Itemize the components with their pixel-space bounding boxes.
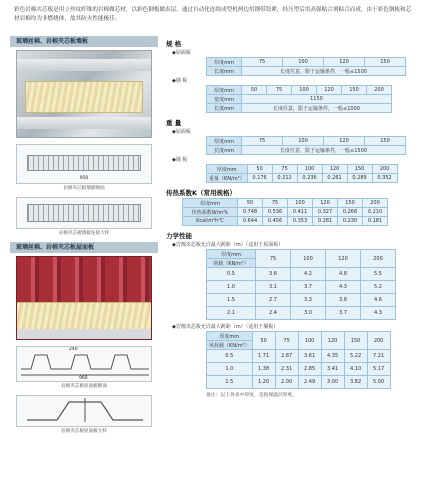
- wall-joint-caption: 岩棉夹芯板墙板连接大样: [58, 231, 110, 236]
- table-cell: 5.5: [361, 268, 396, 281]
- table-cell: 4.3: [361, 307, 396, 320]
- table-cell: 3.00: [321, 376, 344, 389]
- table-cell: 3.0: [291, 307, 326, 320]
- steel-sheet: [17, 117, 151, 129]
- table-cell: 3.7: [291, 281, 326, 294]
- table-cell: 0.5: [207, 350, 253, 363]
- table-cell: 50: [252, 332, 275, 350]
- table-cell: 0.230: [338, 217, 363, 226]
- table-cell: 150: [342, 86, 367, 95]
- table-cell: 1.71: [252, 350, 275, 363]
- table-cell: 0.536: [263, 208, 288, 217]
- table-cell: 2.85: [298, 363, 321, 376]
- table-cell: 2.87: [275, 350, 298, 363]
- table-cell: 风荷载（KN/m²）: [207, 341, 253, 350]
- spec-roof-table: [206, 57, 406, 76]
- table-cell: 0.352: [372, 174, 397, 183]
- spec-wall-table: [206, 85, 392, 113]
- footnote: 备注：以上各表中厚度，是指保温层厚度。: [206, 393, 298, 398]
- dimension-label: 960: [79, 376, 88, 381]
- rockwool-core: [25, 81, 143, 113]
- table-cell: 长度任意，限于运输条件，一般≤1000: [242, 104, 392, 113]
- mech-roof-table: [206, 249, 396, 320]
- wall-section-diagram: [16, 144, 152, 184]
- table-cell: 2.31: [275, 363, 298, 376]
- table-cell: 2.49: [298, 376, 321, 389]
- heat-table: [182, 198, 388, 226]
- table-cell: 0.268: [338, 208, 363, 217]
- table-cell: 200: [367, 332, 390, 350]
- table-cell: 75: [267, 86, 292, 95]
- table-cell: 传热系数W/m²k: [183, 208, 238, 217]
- table-cell: 3.82: [344, 376, 367, 389]
- weight-wall-table: [206, 164, 398, 183]
- table-cell: 0.411: [288, 208, 313, 217]
- table-cell: 1150: [242, 95, 392, 104]
- roof-section-caption: 岩棉夹芯板屋面板断面: [61, 384, 107, 389]
- wall-joint-diagram: [16, 197, 152, 229]
- table-cell: 1.5: [207, 376, 253, 389]
- table-cell: 长度任意，限于运输条件，一般≤1500: [242, 67, 406, 76]
- table-cell: 长度任意，限于运输条件，一般≤1500: [242, 146, 406, 155]
- table-cell: 厚度mm: [207, 165, 248, 174]
- spec-roof-label: ◆屋面板: [172, 50, 191, 56]
- table-cell: 100: [283, 137, 324, 146]
- table-cell: 3.3: [291, 294, 326, 307]
- roof-detail-caption: 岩棉夹芯板屋面板大样: [61, 429, 107, 434]
- table-cell: 0.456: [263, 217, 288, 226]
- table-cell: 0.5: [207, 268, 256, 281]
- table-cell: 长度mm: [207, 67, 242, 76]
- table-cell: 3.41: [321, 363, 344, 376]
- rockwool-core: [17, 302, 151, 329]
- table-cell: Kcal/m²h℃: [183, 217, 238, 226]
- table-cell: 厚度mm: [207, 86, 242, 95]
- table-cell: 2.4: [256, 307, 291, 320]
- weight-title: 重 量: [166, 119, 182, 127]
- table-cell: 75: [275, 332, 298, 350]
- steel-sheet: [17, 59, 151, 71]
- mech-roof-caption: ◆岩棉夹芯板允许最大跨距（m）（适用于屋面板）: [172, 242, 284, 248]
- dimension-label: 950: [79, 176, 89, 181]
- table-cell: 100: [298, 332, 321, 350]
- table-cell: 150: [365, 58, 406, 67]
- table-cell: 5.2: [361, 281, 396, 294]
- table-cell: 宽度mm: [207, 95, 242, 104]
- table-cell: 3.6: [256, 268, 291, 281]
- mech-wall-caption: ◆岩棉夹芯板允许最大跨距（m）（适用于墙板）: [172, 324, 279, 330]
- table-cell: 75: [242, 58, 283, 67]
- table-cell: 4.6: [361, 294, 396, 307]
- table-cell: 150: [338, 199, 363, 208]
- table-cell: 120: [321, 332, 344, 350]
- table-cell: 5.17: [367, 363, 390, 376]
- table-cell: 0.210: [363, 208, 388, 217]
- spec-wall-label: ◆墙 板: [172, 78, 188, 84]
- table-cell: 厚度mm: [207, 58, 242, 67]
- table-cell: 0.212: [272, 174, 297, 183]
- roof-panel-banner: 玻璃丝棉、岩棉夹芯板屋面板: [10, 242, 158, 253]
- table-cell: 2.1: [207, 307, 256, 320]
- table-cell: 4.2: [291, 268, 326, 281]
- left-panel: [10, 36, 158, 476]
- table-cell: 4.3: [326, 281, 361, 294]
- table-cell: 厚度mm: [207, 137, 242, 146]
- table-cell: 100: [292, 86, 317, 95]
- table-cell: 1.0: [207, 363, 253, 376]
- table-cell: 200: [363, 199, 388, 208]
- wall-panel-banner: 玻璃丝棉、岩棉夹芯板墙板: [10, 36, 158, 47]
- table-cell: 100: [283, 58, 324, 67]
- mech-wall-table: [206, 331, 391, 389]
- table-cell: 200: [372, 165, 397, 174]
- weight-roof-label: ◆屋面板: [172, 129, 191, 135]
- table-cell: 0.289: [347, 174, 372, 183]
- table-cell: 7.21: [367, 350, 390, 363]
- table-cell: 2.00: [275, 376, 298, 389]
- table-cell: 1.20: [252, 376, 275, 389]
- table-cell: 4.35: [321, 350, 344, 363]
- table-cell: 4.8: [326, 268, 361, 281]
- table-cell: 0.261: [322, 174, 347, 183]
- table-cell: 120: [326, 250, 361, 268]
- table-cell: 120: [322, 165, 347, 174]
- mech-title: 力学性能: [166, 232, 192, 240]
- table-cell: 150: [347, 165, 372, 174]
- table-cell: 4.10: [344, 363, 367, 376]
- steel-sheet: [17, 329, 151, 339]
- table-cell: 0.176: [247, 174, 272, 183]
- dimension-label: 240: [69, 347, 78, 352]
- table-cell: 1.0: [207, 281, 256, 294]
- table-cell: 1.38: [252, 363, 275, 376]
- table-cell: 120: [324, 137, 365, 146]
- weight-roof-table: [206, 136, 406, 155]
- table-cell: 120: [317, 86, 342, 95]
- table-cell: 150: [344, 332, 367, 350]
- wall-panel-photo: [16, 50, 152, 138]
- table-cell: 3.61: [298, 350, 321, 363]
- table-cell: 50: [242, 86, 267, 95]
- table-cell: 100: [297, 165, 322, 174]
- table-cell: 1.5: [207, 294, 256, 307]
- table-cell: 3.7: [326, 307, 361, 320]
- table-cell: 200: [367, 86, 392, 95]
- table-cell: 150: [365, 137, 406, 146]
- table-cell: 120: [324, 58, 365, 67]
- table-cell: 0.181: [363, 217, 388, 226]
- table-cell: 荷载（KN/m²）: [207, 259, 256, 268]
- spec-panel: [166, 36, 416, 398]
- weight-wall-label: ◆墙 板: [172, 157, 188, 163]
- table-cell: 0.644: [238, 217, 263, 226]
- table-cell: 3.8: [326, 294, 361, 307]
- table-cell: 100: [291, 250, 326, 268]
- roof-detail-diagram: [16, 395, 152, 427]
- roof-panel-photo: [16, 256, 152, 340]
- table-cell: 100: [288, 199, 313, 208]
- table-cell: 重量（KN/m²）: [207, 174, 248, 183]
- table-cell: 长度mm: [207, 104, 242, 113]
- table-cell: 2.7: [256, 294, 291, 307]
- table-cell: 3.1: [256, 281, 291, 294]
- table-cell: 5.00: [367, 376, 390, 389]
- table-cell: 0.236: [297, 174, 322, 183]
- table-cell: 5.22: [344, 350, 367, 363]
- table-cell: 120: [313, 199, 338, 208]
- heat-title: 传热系数K（常用规格）: [166, 189, 237, 197]
- table-cell: 厚度mm: [207, 332, 253, 341]
- table-cell: 0.353: [288, 217, 313, 226]
- table-cell: 长度mm: [207, 146, 242, 155]
- table-cell: 75: [256, 250, 291, 268]
- table-cell: 200: [361, 250, 396, 268]
- spec-title: 规 格: [166, 40, 182, 48]
- table-cell: 0.327: [313, 208, 338, 217]
- intro-text: 彩色岩棉夹芯板是用立丝纹纤维的岩棉做芯材，以彩色钢板做表层，通过自动化连续成型机两边用钢带铰紧，经压型后用高强粘合剂粘合而成。由于彩色钢板和芯材岩棉均为非燃烧体，故其防火性能极佳。: [14, 7, 412, 22]
- table-cell: 厚度mm: [207, 250, 256, 259]
- table-cell: 0.748: [238, 208, 263, 217]
- roof-section-diagram: [16, 346, 152, 382]
- table-cell: 75: [272, 165, 297, 174]
- table-cell: 50: [247, 165, 272, 174]
- table-cell: 0.281: [313, 217, 338, 226]
- table-cell: 75: [242, 137, 283, 146]
- table-cell: 厚度mm: [183, 199, 238, 208]
- wall-section-caption: 岩棉夹芯板墙板断面: [63, 186, 105, 191]
- table-cell: 75: [263, 199, 288, 208]
- table-cell: 50: [238, 199, 263, 208]
